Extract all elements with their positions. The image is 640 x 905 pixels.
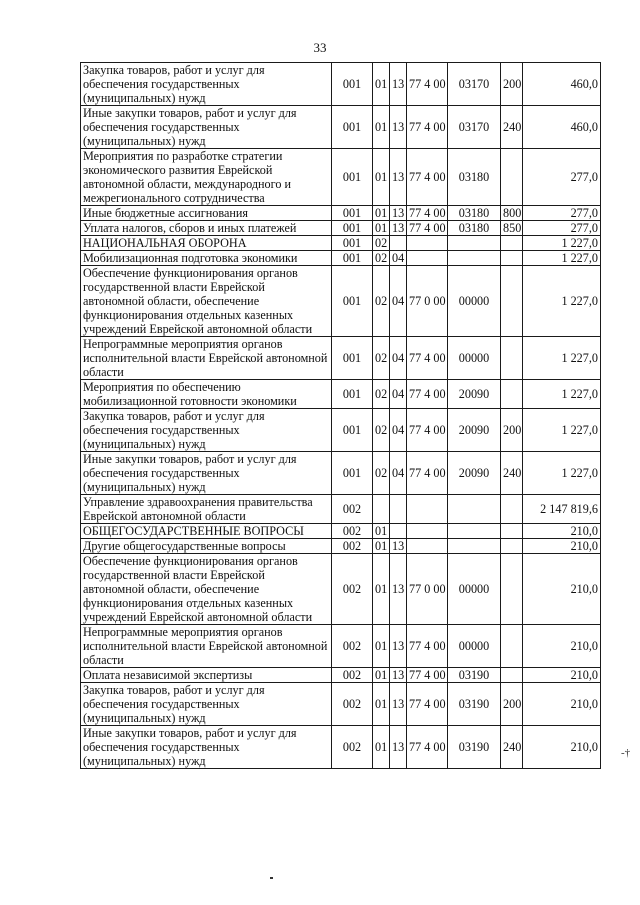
cell-sum: 1 227,0 xyxy=(523,236,601,251)
cell-subsection: 13 xyxy=(390,221,407,236)
cell-subsection: 13 xyxy=(390,683,407,726)
cell-expense-type: 240 xyxy=(501,452,523,495)
cell-sum: 1 227,0 xyxy=(523,337,601,380)
cell-section: 02 xyxy=(373,452,390,495)
cell-subsection: 04 xyxy=(390,452,407,495)
table-row xyxy=(81,683,601,726)
cell-ministry: 001 xyxy=(332,409,373,452)
cell-name: Мобилизационная подготовка экономики xyxy=(81,251,332,266)
table-row xyxy=(81,380,601,409)
cell-name: Уплата налогов, сборов и иных платежей xyxy=(81,221,332,236)
cell-expense-type: 240 xyxy=(501,106,523,149)
page-number: 33 xyxy=(313,40,327,55)
table-row xyxy=(81,539,601,554)
cell-section: 01 xyxy=(373,63,390,106)
cell-subsection: 04 xyxy=(390,337,407,380)
cell-subsection: 13 xyxy=(390,668,407,683)
cell-program xyxy=(407,236,448,251)
cell-subsection: 13 xyxy=(390,63,407,106)
cell-name: Иные закупки товаров, работ и услуг для обеспечения государственных (муниципальных) нужд xyxy=(81,452,332,495)
cell-subsection: 13 xyxy=(390,106,407,149)
cell-program xyxy=(407,251,448,266)
table-row xyxy=(81,726,601,769)
cell-ministry: 002 xyxy=(332,683,373,726)
cell-ministry: 001 xyxy=(332,236,373,251)
cell-program: 77 4 00 xyxy=(407,337,448,380)
cell-name: НАЦИОНАЛЬНАЯ ОБОРОНА xyxy=(81,236,332,251)
cell-name: Мероприятия по разработке стратегии экономического развития Еврейской автономной области, международного и межрегионального сотрудничества xyxy=(81,149,332,206)
cell-sum: 1 227,0 xyxy=(523,380,601,409)
table-row xyxy=(81,206,601,221)
cell-ministry: 002 xyxy=(332,539,373,554)
cell-section xyxy=(373,495,390,524)
cell-ministry: 002 xyxy=(332,726,373,769)
cell-ministry: 001 xyxy=(332,452,373,495)
cell-name: Оплата независимой экспертизы xyxy=(81,668,332,683)
cell-sum: 460,0 xyxy=(523,63,601,106)
table-row xyxy=(81,495,601,524)
cell-item: 03180 xyxy=(448,221,501,236)
cell-sum: 210,0 xyxy=(523,683,601,726)
cell-subsection: 13 xyxy=(390,554,407,625)
cell-sum: 460,0 xyxy=(523,106,601,149)
cell-section: 01 xyxy=(373,625,390,668)
cell-section: 01 xyxy=(373,524,390,539)
cell-sum: 210,0 xyxy=(523,668,601,683)
cell-subsection: 04 xyxy=(390,409,407,452)
cell-expense-type xyxy=(501,149,523,206)
cell-ministry: 001 xyxy=(332,63,373,106)
cell-expense-type xyxy=(501,380,523,409)
cell-sum: 210,0 xyxy=(523,554,601,625)
bottom-dot xyxy=(270,877,273,879)
cell-expense-type: 240 xyxy=(501,726,523,769)
cell-expense-type xyxy=(501,236,523,251)
cell-sum: 2 147 819,6 xyxy=(523,495,601,524)
cell-ministry: 001 xyxy=(332,337,373,380)
table-row xyxy=(81,236,601,251)
cell-item xyxy=(448,539,501,554)
cell-name: Мероприятия по обеспечению мобилизационной готовности экономики xyxy=(81,380,332,409)
table-row xyxy=(81,337,601,380)
cell-expense-type: 200 xyxy=(501,409,523,452)
cell-section: 01 xyxy=(373,221,390,236)
cell-item: 00000 xyxy=(448,337,501,380)
cell-ministry: 002 xyxy=(332,668,373,683)
cell-item: 03190 xyxy=(448,726,501,769)
cell-item: 03180 xyxy=(448,149,501,206)
cell-expense-type xyxy=(501,495,523,524)
table-row xyxy=(81,625,601,668)
cell-subsection xyxy=(390,236,407,251)
cell-expense-type xyxy=(501,625,523,668)
table-row xyxy=(81,554,601,625)
cell-expense-type xyxy=(501,251,523,266)
cell-item xyxy=(448,524,501,539)
cell-expense-type xyxy=(501,668,523,683)
cell-item: 20090 xyxy=(448,409,501,452)
cell-sum: 277,0 xyxy=(523,149,601,206)
cell-section: 01 xyxy=(373,106,390,149)
cell-sum: 1 227,0 xyxy=(523,409,601,452)
table-row xyxy=(81,266,601,337)
cell-program: 77 4 00 xyxy=(407,625,448,668)
cell-item xyxy=(448,495,501,524)
cell-sum: 1 227,0 xyxy=(523,452,601,495)
cell-section: 01 xyxy=(373,539,390,554)
cell-program: 77 4 00 xyxy=(407,106,448,149)
budget-table-body xyxy=(81,63,601,769)
cell-ministry: 001 xyxy=(332,149,373,206)
cell-sum: 277,0 xyxy=(523,221,601,236)
cell-ministry: 002 xyxy=(332,495,373,524)
cell-ministry: 001 xyxy=(332,221,373,236)
cell-section: 01 xyxy=(373,149,390,206)
table-row xyxy=(81,221,601,236)
cell-item: 00000 xyxy=(448,625,501,668)
cell-program xyxy=(407,539,448,554)
table-row xyxy=(81,63,601,106)
cell-expense-type: 800 xyxy=(501,206,523,221)
cell-subsection xyxy=(390,524,407,539)
cell-section: 01 xyxy=(373,206,390,221)
cell-ministry: 001 xyxy=(332,106,373,149)
table-row xyxy=(81,251,601,266)
cell-sum: 210,0 xyxy=(523,726,601,769)
cell-item: 03190 xyxy=(448,683,501,726)
cell-item: 03170 xyxy=(448,63,501,106)
cell-name: Непрограммные мероприятия органов исполнительной власти Еврейской автономной области xyxy=(81,625,332,668)
cell-sum: 277,0 xyxy=(523,206,601,221)
cell-expense-type: 200 xyxy=(501,63,523,106)
cell-item: 20090 xyxy=(448,380,501,409)
cell-sum: 1 227,0 xyxy=(523,251,601,266)
cell-sum: 210,0 xyxy=(523,524,601,539)
cell-item: 00000 xyxy=(448,266,501,337)
cell-program: 77 4 00 xyxy=(407,206,448,221)
cell-subsection: 13 xyxy=(390,206,407,221)
cell-subsection: 13 xyxy=(390,539,407,554)
cell-ministry: 002 xyxy=(332,625,373,668)
cell-name: Обеспечение функционирования органов государственной власти Еврейской автономной области, обеспечение функционирования отдельных казенных учреждений Еврейской автономной области xyxy=(81,266,332,337)
cell-subsection: 13 xyxy=(390,726,407,769)
cell-section: 02 xyxy=(373,266,390,337)
cell-program: 77 4 00 xyxy=(407,221,448,236)
cell-expense-type xyxy=(501,337,523,380)
cell-section: 02 xyxy=(373,337,390,380)
cell-sum: 210,0 xyxy=(523,625,601,668)
cell-section: 02 xyxy=(373,409,390,452)
margin-mark: -† xyxy=(621,747,631,759)
cell-ministry: 001 xyxy=(332,266,373,337)
cell-sum: 1 227,0 xyxy=(523,266,601,337)
cell-item: 03190 xyxy=(448,668,501,683)
table-row xyxy=(81,409,601,452)
cell-expense-type xyxy=(501,524,523,539)
cell-name: Иные закупки товаров, работ и услуг для обеспечения государственных (муниципальных) нужд xyxy=(81,106,332,149)
cell-program: 77 4 00 xyxy=(407,63,448,106)
cell-item xyxy=(448,236,501,251)
cell-subsection: 04 xyxy=(390,251,407,266)
cell-expense-type xyxy=(501,266,523,337)
cell-item xyxy=(448,251,501,266)
cell-section: 01 xyxy=(373,554,390,625)
cell-subsection xyxy=(390,495,407,524)
cell-subsection: 04 xyxy=(390,266,407,337)
cell-program: 77 4 00 xyxy=(407,726,448,769)
cell-section: 01 xyxy=(373,726,390,769)
cell-program: 77 4 00 xyxy=(407,409,448,452)
cell-section: 01 xyxy=(373,668,390,683)
table-row xyxy=(81,668,601,683)
cell-program: 77 0 00 xyxy=(407,266,448,337)
cell-program xyxy=(407,495,448,524)
cell-name: Управление здравоохранения правительства Еврейской автономной области xyxy=(81,495,332,524)
cell-section: 02 xyxy=(373,380,390,409)
cell-section: 02 xyxy=(373,251,390,266)
cell-item: 00000 xyxy=(448,554,501,625)
cell-section: 02 xyxy=(373,236,390,251)
cell-program: 77 4 00 xyxy=(407,149,448,206)
table-row xyxy=(81,106,601,149)
cell-program: 77 4 00 xyxy=(407,668,448,683)
cell-expense-type: 200 xyxy=(501,683,523,726)
cell-name: Другие общегосударственные вопросы xyxy=(81,539,332,554)
cell-name: ОБЩЕГОСУДАРСТВЕННЫЕ ВОПРОСЫ xyxy=(81,524,332,539)
cell-name: Непрограммные мероприятия органов исполнительной власти Еврейской автономной области xyxy=(81,337,332,380)
cell-name: Закупка товаров, работ и услуг для обеспечения государственных (муниципальных) нужд xyxy=(81,63,332,106)
cell-program: 77 4 00 xyxy=(407,683,448,726)
cell-name: Закупка товаров, работ и услуг для обеспечения государственных (муниципальных) нужд xyxy=(81,683,332,726)
cell-expense-type xyxy=(501,539,523,554)
cell-item: 03170 xyxy=(448,106,501,149)
cell-ministry: 002 xyxy=(332,524,373,539)
cell-program: 77 4 00 xyxy=(407,380,448,409)
cell-item: 03180 xyxy=(448,206,501,221)
cell-program: 77 4 00 xyxy=(407,452,448,495)
cell-program xyxy=(407,524,448,539)
cell-item: 20090 xyxy=(448,452,501,495)
cell-ministry: 002 xyxy=(332,554,373,625)
cell-subsection: 04 xyxy=(390,380,407,409)
cell-subsection: 13 xyxy=(390,625,407,668)
cell-name: Иные бюджетные ассигнования xyxy=(81,206,332,221)
cell-subsection: 13 xyxy=(390,149,407,206)
cell-name: Закупка товаров, работ и услуг для обеспечения государственных (муниципальных) нужд xyxy=(81,409,332,452)
cell-section: 01 xyxy=(373,683,390,726)
table-row xyxy=(81,452,601,495)
cell-name: Обеспечение функционирования органов государственной власти Еврейской автономной области, обеспечение функционирования отдельных казенных учреждений Еврейской автономной области xyxy=(81,554,332,625)
table-row xyxy=(81,149,601,206)
cell-expense-type: 850 xyxy=(501,221,523,236)
cell-ministry: 001 xyxy=(332,380,373,409)
cell-sum: 210,0 xyxy=(523,539,601,554)
budget-table xyxy=(80,62,601,769)
table-row xyxy=(81,524,601,539)
cell-name: Иные закупки товаров, работ и услуг для обеспечения государственных (муниципальных) нужд xyxy=(81,726,332,769)
cell-ministry: 001 xyxy=(332,251,373,266)
cell-expense-type xyxy=(501,554,523,625)
cell-program: 77 0 00 xyxy=(407,554,448,625)
cell-ministry: 001 xyxy=(332,206,373,221)
